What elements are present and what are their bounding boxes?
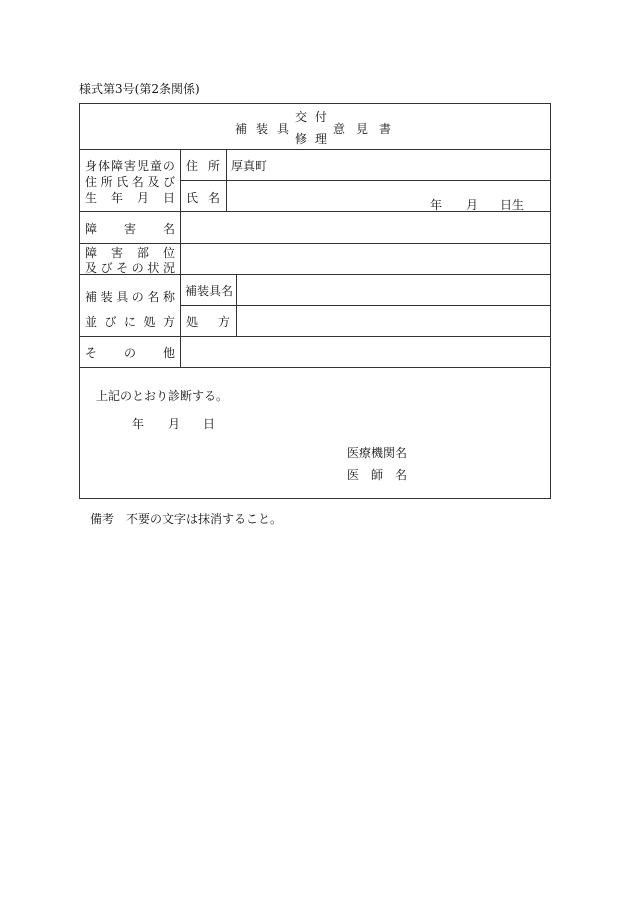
column-divider (180, 149, 181, 367)
device-label-line-2: 並 び に 処 方 (85, 315, 175, 329)
birthdate-day-unit: 日生 (500, 198, 525, 212)
applicant-label-line-3: 生 年 月 日 (85, 191, 175, 205)
birthdate-month-unit: 月 (466, 198, 479, 212)
title-suffix: 意 見 書 (333, 122, 391, 136)
remarks-note: 備考 不要の文字は抹消すること。 (90, 512, 283, 526)
doctor-label: 医 師 名 (347, 468, 408, 482)
other-label: そ の 他 (85, 346, 175, 360)
address-label: 住 所 (186, 159, 220, 173)
name-label: 氏 名 (186, 191, 220, 205)
form-table (79, 103, 551, 499)
disability-site-label-line-1: 障 害 部 位 (85, 246, 175, 260)
certification-year-unit: 年 (132, 417, 145, 431)
disability-name-label: 障 害 名 (85, 222, 175, 236)
address-value[interactable]: 厚真町 (231, 159, 268, 173)
form-number: 様式第3号(第2条関係) (79, 82, 200, 96)
title-option-issue: 交 付 (295, 110, 329, 124)
certification-month-unit: 月 (168, 417, 181, 431)
title-option-repair: 修 理 (295, 132, 329, 146)
certification-statement: 上記のとおり診断する。 (96, 389, 229, 403)
disability-site-label-line-2: 及 び そ の 状 況 (85, 261, 175, 275)
applicant-label-line-2: 住 所 氏 名 及 び (85, 175, 175, 189)
device-label-line-1: 補 装 具 の 名 称 (85, 290, 175, 304)
certification-day-unit: 日 (203, 417, 216, 431)
row-divider (80, 336, 550, 337)
institution-label: 医療機関名 (347, 446, 408, 460)
row-divider (80, 211, 550, 212)
prescription-label: 処 方 (186, 315, 230, 329)
row-divider (80, 367, 550, 368)
birthdate-year-unit: 年 (430, 198, 443, 212)
column-divider (226, 149, 227, 211)
row-divider (180, 180, 550, 181)
column-divider (236, 274, 237, 336)
title-prefix: 補 装 具 (235, 122, 289, 136)
row-divider (80, 149, 550, 150)
applicant-label-line-1: 身 体 障 害 児 童 の (85, 159, 175, 173)
device-name-label: 補装具名 (185, 284, 234, 298)
